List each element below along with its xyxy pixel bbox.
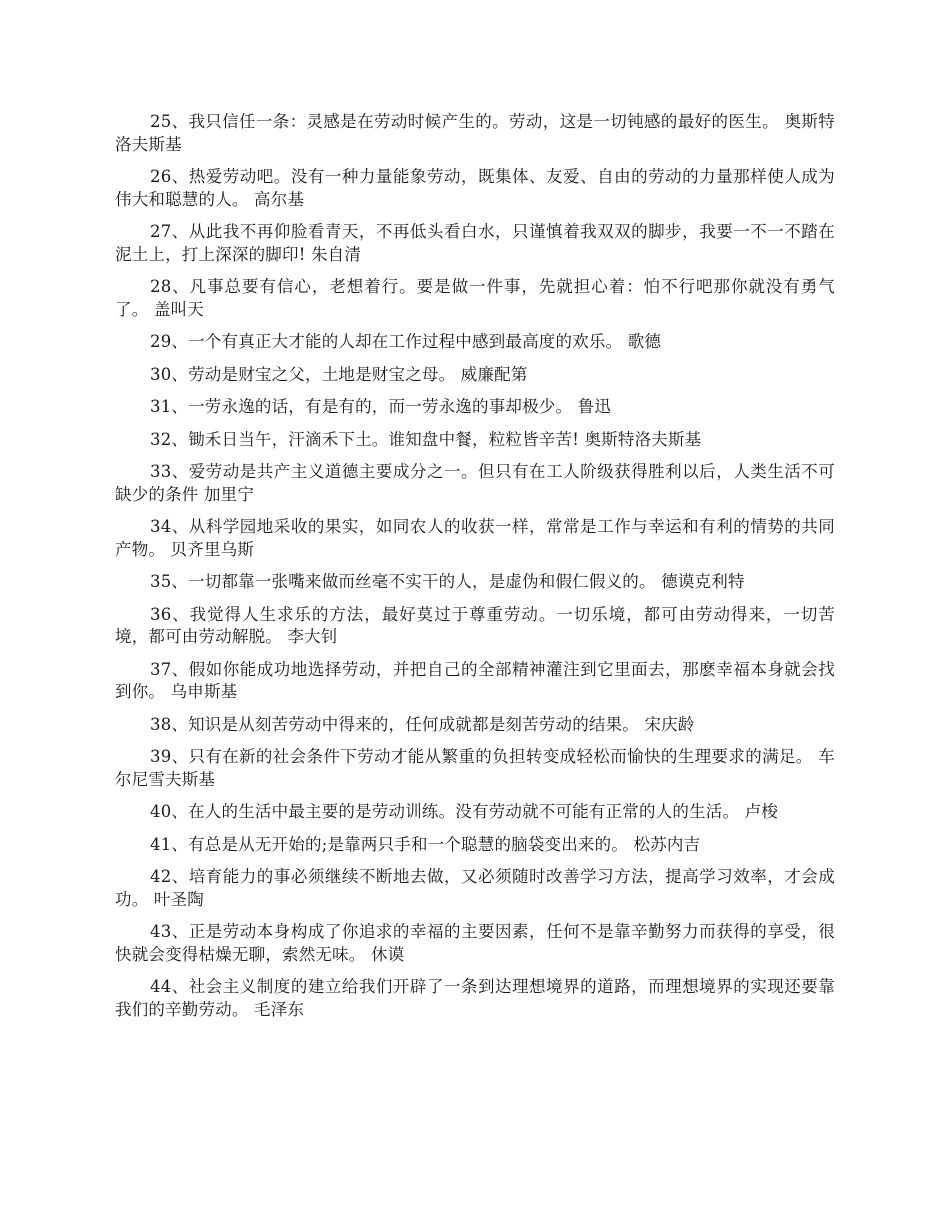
quote-paragraph-26: 26、热爱劳动吧。没有一种力量能象劳动，既集体、友爱、自由的劳动的力量那样使人成为伟大和聪慧的人。 高尔基 bbox=[115, 167, 835, 209]
quote-paragraph-38: 38、知识是从刻苦劳动中得来的，任何成就都是刻苦劳动的结果。 宋庆龄 bbox=[150, 714, 695, 734]
quote-paragraph-29: 29、一个有真正大才能的人却在工作过程中感到最高度的欢乐。 歌德 bbox=[150, 332, 662, 351]
quote-paragraph-44: 44、社会主义制度的建立给我们开辟了一条到达理想境界的道路，而理想境界的实现还要靠我们的辛勤劳动。 毛泽东 bbox=[115, 977, 835, 1019]
quote-paragraph-35: 35、一切都靠一张嘴来做而丝毫不实干的人，是虚伪和假仁假义的。 德谟克利特 bbox=[150, 572, 745, 591]
quote-paragraph-27: 27、从此我不再仰脸看青天，不再低头看白水，只谨慎着我双双的脚步，我要一不一不踏在泥土上，打上深深的脚印! 朱自清 bbox=[115, 222, 835, 264]
quote-paragraph-41: 41、有总是从无开始的;是靠两只手和一个聪慧的脑袋变出来的。 松苏内吉 bbox=[150, 834, 701, 854]
quote-paragraph-34: 34、从科学园地采收的果实，如同农人的收获一样，常常是工作与幸运和有利的情势的共同产物。 贝齐里乌斯 bbox=[115, 517, 835, 559]
quote-paragraph-31: 31、一劳永逸的话，有是有的，而一劳永逸的事却极少。 鲁迅 bbox=[150, 397, 612, 416]
quote-paragraph-30: 30、劳动是财宝之父，土地是财宝之母。 威廉配第 bbox=[150, 364, 528, 384]
quote-paragraph-37: 37、假如你能成功地选择劳动，并把自己的全部精神灌注到它里面去，那麽幸福本身就会找到你。 乌申斯基 bbox=[115, 659, 835, 701]
document-body bbox=[115, 111, 835, 1031]
quote-paragraph-42: 42、培育能力的事必须继续不断地去做，又必须随时改善学习方法，提高学习效率，才会成功。 叶圣陶 bbox=[115, 867, 835, 909]
quote-paragraph-40: 40、在人的生活中最主要的是劳动训练。没有劳动就不可能有正常的人的生活。 卢梭 bbox=[150, 802, 779, 821]
quote-paragraph-25: 25、我只信任一条：灵感是在劳动时候产生的。劳动，这是一切钝感的最好的医生。 奥斯特洛夫斯基 bbox=[115, 112, 835, 154]
quote-paragraph-28: 28、凡事总要有信心，老想着行。要是做一件事，先就担心着：怕不行吧那你就没有勇气了。 盖叫天 bbox=[115, 277, 835, 319]
quote-paragraph-43: 43、正是劳动本身构成了你追求的幸福的主要因素，任何不是靠辛勤努力而获得的享受，很快就会变得枯燥无聊，索然无味。 休谟 bbox=[115, 922, 835, 964]
quote-paragraph-39: 39、只有在新的社会条件下劳动才能从繁重的负担转变成轻松而愉快的生理要求的满足。 车尔尼雪夫斯基 bbox=[115, 747, 835, 789]
quote-paragraph-33: 33、爱劳动是共产主义道德主要成分之一。但只有在工人阶级获得胜利以后，人类生活不可缺少的条件 加里宁 bbox=[115, 462, 835, 504]
quote-paragraph-32: 32、锄禾日当午，汗滴禾下土。谁知盘中餐，粒粒皆辛苦! 奥斯特洛夫斯基 bbox=[150, 429, 702, 449]
quote-paragraph-36: 36、我觉得人生求乐的方法，最好莫过于尊重劳动。一切乐境，都可由劳动得来，一切苦境，都可由劳动解脱。 李大钊 bbox=[115, 604, 835, 646]
